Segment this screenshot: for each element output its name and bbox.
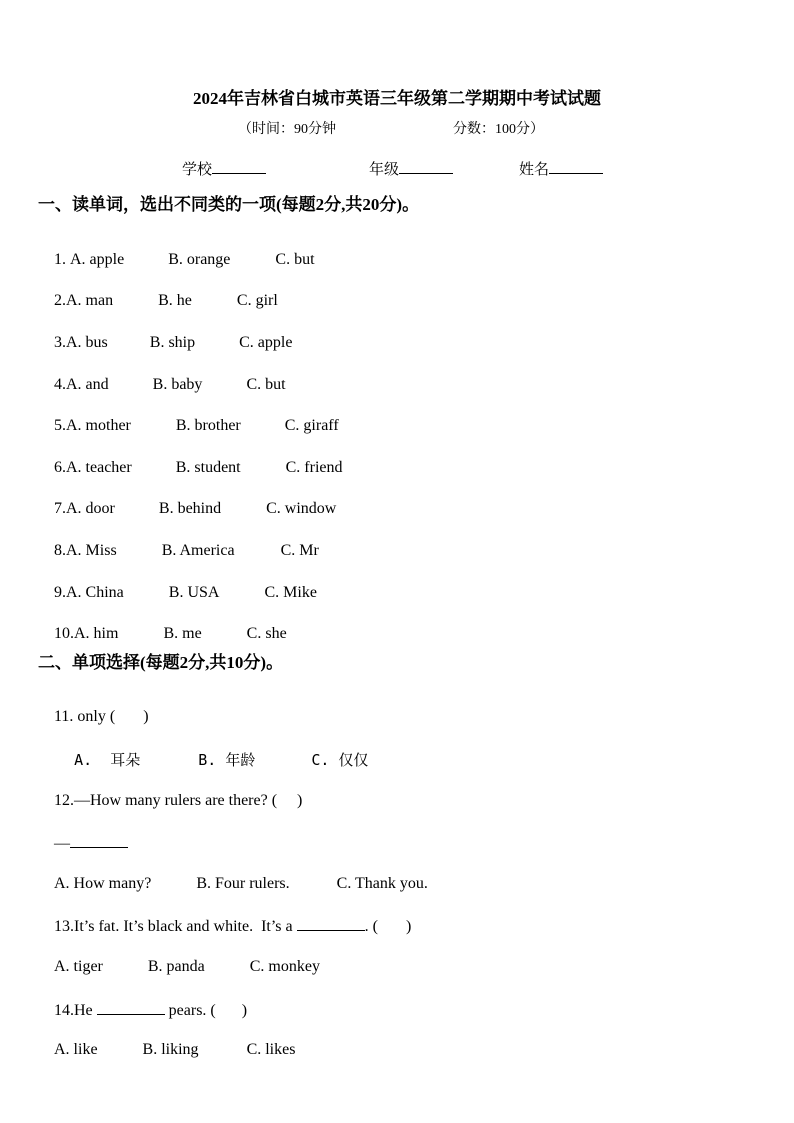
option-b: B. 年龄 bbox=[198, 751, 256, 769]
exam-time: （时间：90分钟 bbox=[238, 122, 336, 137]
grade-label: 年级 bbox=[369, 162, 400, 178]
question-stem: 14.He bbox=[54, 1002, 97, 1019]
option-c: C. monkey bbox=[249, 958, 320, 975]
answer-bracket-close: ) bbox=[405, 918, 412, 935]
answer-bracket-close: ) bbox=[241, 1002, 248, 1019]
question-number: 1. bbox=[54, 251, 70, 268]
question-14-options bbox=[38, 1023, 295, 1077]
option-c: C. giraff bbox=[284, 417, 339, 434]
option-c: C. girl bbox=[236, 292, 278, 309]
question-number: 5. bbox=[54, 417, 66, 434]
question-stem: 11. only ( bbox=[54, 708, 116, 725]
option-c: C. Thank you. bbox=[336, 875, 428, 892]
option-a: A. 耳朵 bbox=[74, 751, 141, 769]
option-c: C. apple bbox=[239, 334, 293, 351]
reply-dash: — bbox=[54, 835, 70, 852]
option-a: A. mother bbox=[66, 417, 131, 434]
option-b: B. baby bbox=[152, 376, 203, 393]
option-c: C. she bbox=[246, 625, 287, 642]
question-number: 9. bbox=[54, 584, 66, 601]
question-tail: . ( bbox=[364, 918, 378, 935]
answer-blank[interactable] bbox=[297, 916, 365, 931]
question-number: 4. bbox=[54, 376, 66, 393]
answer-blank[interactable] bbox=[97, 1000, 165, 1015]
option-a: A. door bbox=[66, 500, 115, 517]
option-b: B. America bbox=[161, 542, 235, 559]
question-number: 2. bbox=[54, 292, 66, 309]
grade-blank[interactable] bbox=[399, 159, 453, 174]
name-field bbox=[519, 158, 603, 179]
option-a: A. like bbox=[54, 1041, 98, 1058]
answer-bracket-close: ) bbox=[143, 708, 149, 725]
school-label: 学校 bbox=[182, 162, 213, 178]
option-c: C. window bbox=[266, 500, 337, 517]
option-b: B. brother bbox=[175, 417, 241, 434]
option-b: B. student bbox=[175, 459, 241, 476]
question-stem: 12.—How many rulers are there? ( bbox=[54, 792, 278, 809]
option-a: A. apple bbox=[70, 251, 125, 268]
school-field bbox=[182, 158, 266, 179]
option-b: B. liking bbox=[142, 1041, 199, 1058]
option-a: A. teacher bbox=[66, 459, 132, 476]
option-a: A. him bbox=[74, 625, 119, 642]
option-b: B. behind bbox=[158, 500, 222, 517]
option-b: B. he bbox=[158, 292, 192, 309]
answer-bracket-close: ) bbox=[297, 792, 303, 809]
page-title: 2024年吉林省白城市英语三年级第二学期期中考试试题 bbox=[193, 89, 601, 108]
option-b: B. me bbox=[163, 625, 202, 642]
section1-heading: 一、读单词，选出不同类的一项(每题2分,共20分)。 bbox=[38, 195, 420, 214]
option-a: A. tiger bbox=[54, 958, 103, 975]
name-blank[interactable] bbox=[549, 159, 603, 174]
option-a: A. bus bbox=[66, 334, 108, 351]
option-b: B. USA bbox=[168, 584, 220, 601]
section2-heading: 二、单项选择(每题2分,共10分)。 bbox=[38, 653, 284, 672]
option-c: C. but bbox=[275, 251, 315, 268]
option-a: A. Miss bbox=[66, 542, 117, 559]
option-c: C. friend bbox=[285, 459, 343, 476]
question-stem: 13.It’s fat. It’s black and white. It’s a bbox=[54, 918, 297, 935]
question-number: 8. bbox=[54, 542, 66, 559]
option-c: C. likes bbox=[246, 1041, 296, 1058]
name-label: 姓名 bbox=[519, 162, 550, 178]
option-c: C. Mr bbox=[280, 542, 319, 559]
option-b: B. Four rulers. bbox=[196, 875, 290, 892]
option-c: C. Mike bbox=[264, 584, 317, 601]
exam-score: 分数：100分） bbox=[453, 122, 544, 137]
option-b: B. panda bbox=[147, 958, 205, 975]
question-number: 7. bbox=[54, 500, 66, 517]
reply-blank[interactable] bbox=[70, 833, 128, 848]
option-c: C. but bbox=[246, 376, 286, 393]
question-number: 3. bbox=[54, 334, 66, 351]
option-a: A. How many? bbox=[54, 875, 152, 892]
option-b: B. orange bbox=[168, 251, 231, 268]
option-a: A. and bbox=[66, 376, 109, 393]
option-b: B. ship bbox=[149, 334, 196, 351]
question-number: 6. bbox=[54, 459, 66, 476]
option-a: A. China bbox=[66, 584, 124, 601]
question-tail: pears. ( bbox=[164, 1002, 216, 1019]
option-c: C. 仅仅 bbox=[311, 751, 369, 769]
grade-field bbox=[369, 158, 453, 179]
option-a: A. man bbox=[66, 292, 114, 309]
question-number: 10. bbox=[54, 625, 74, 642]
school-blank[interactable] bbox=[212, 159, 266, 174]
